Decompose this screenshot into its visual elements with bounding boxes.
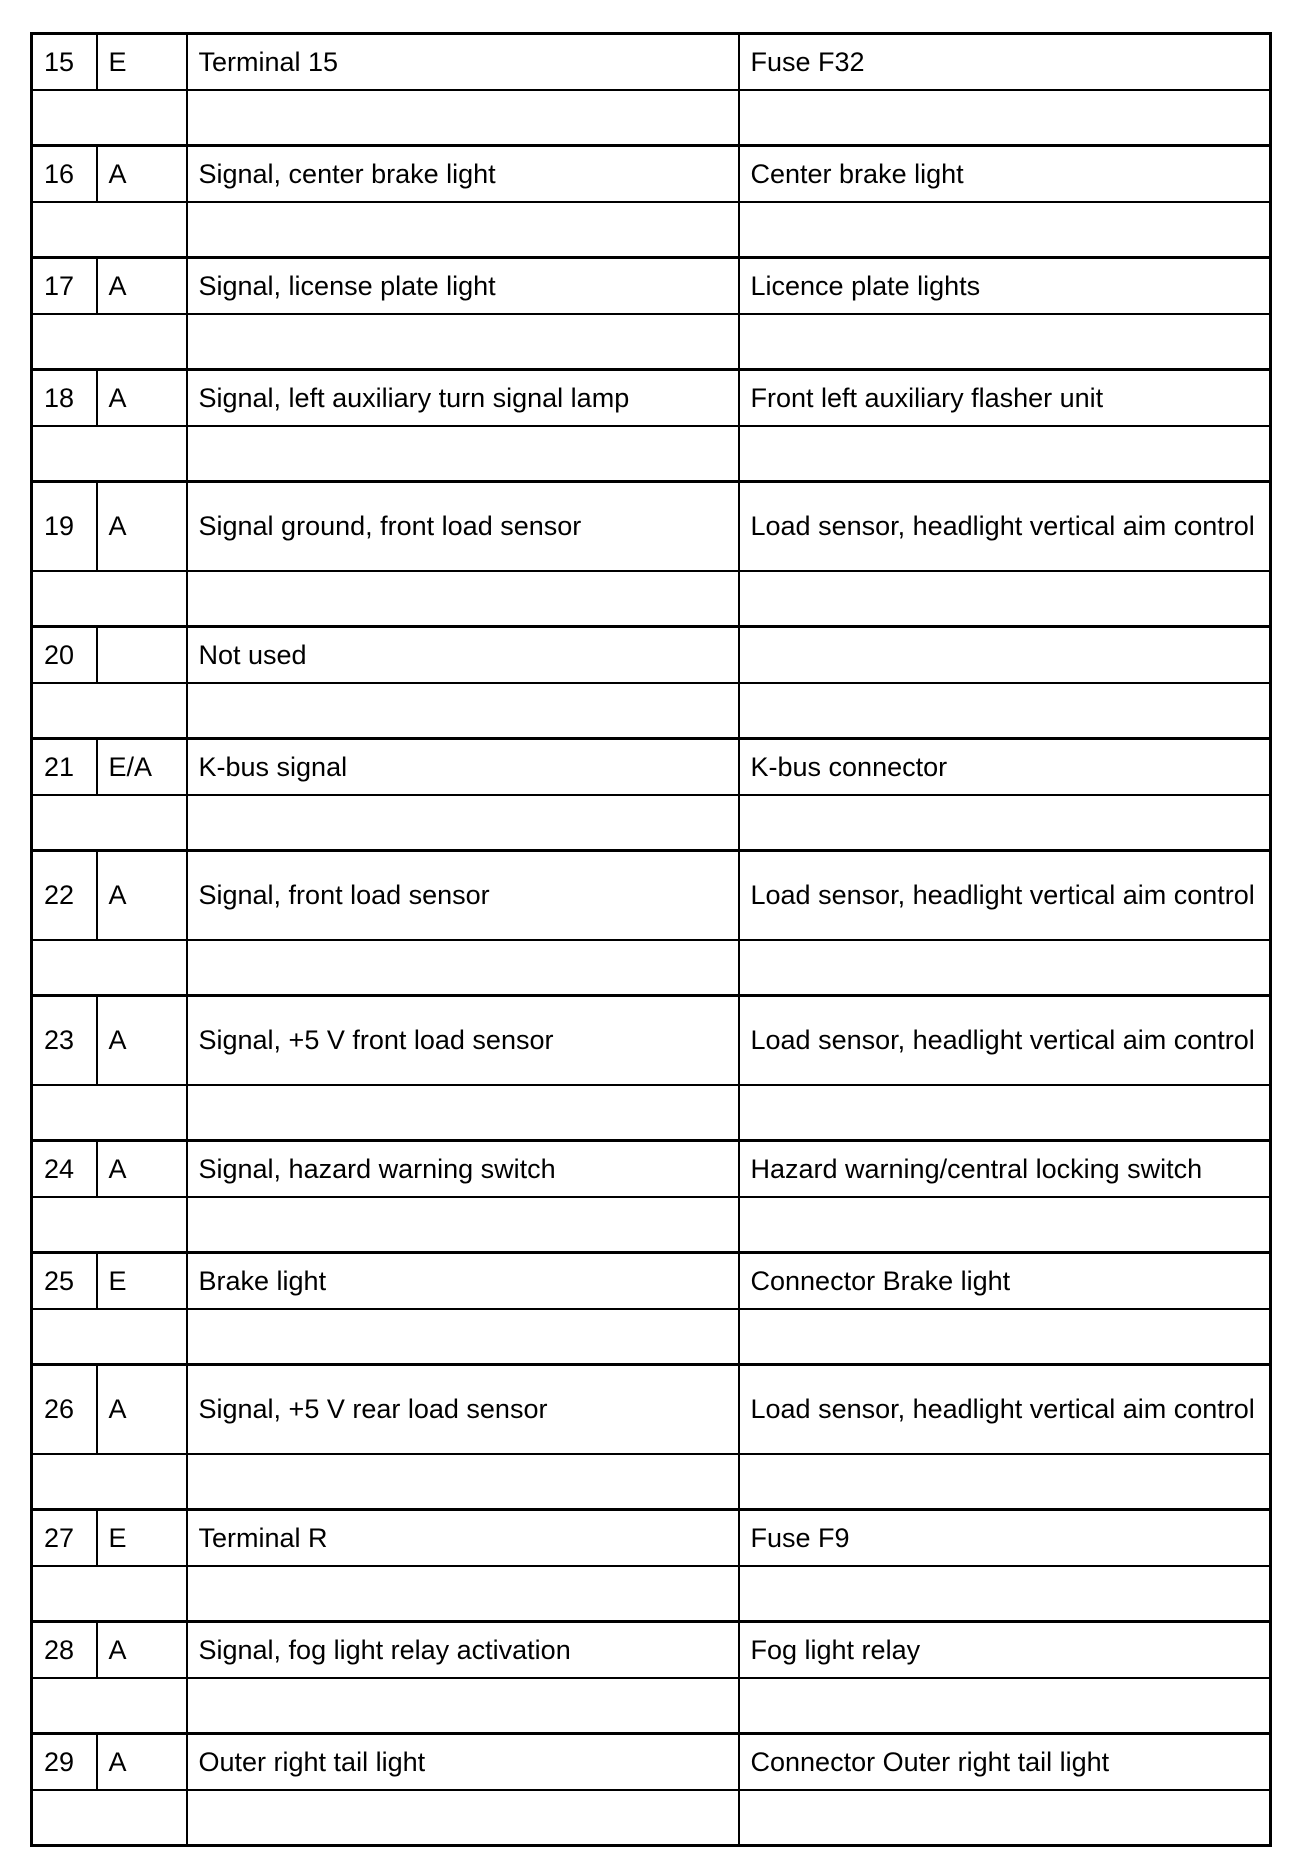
empty-cell	[739, 202, 1271, 258]
description-cell: Signal, center brake light	[187, 146, 739, 202]
connection-cell: Load sensor, headlight vertical aim control	[739, 851, 1271, 940]
table-row	[32, 996, 1271, 1085]
empty-cell	[97, 571, 187, 627]
direction-cell: A	[97, 370, 187, 426]
empty-cell	[739, 1309, 1271, 1365]
empty-cell	[97, 202, 187, 258]
spacer-row	[32, 1678, 1271, 1734]
empty-cell	[187, 683, 739, 739]
empty-cell	[32, 1566, 97, 1622]
empty-cell	[187, 1085, 739, 1141]
empty-cell	[97, 314, 187, 370]
pin-number-cell: 22	[32, 851, 97, 940]
description-cell: Terminal 15	[187, 34, 739, 90]
empty-cell	[739, 1454, 1271, 1510]
spacer-row	[32, 1309, 1271, 1365]
empty-cell	[187, 571, 739, 627]
table-row	[32, 34, 1271, 90]
connection-cell: Connector Brake light	[739, 1253, 1271, 1309]
direction-cell: A	[97, 1141, 187, 1197]
empty-cell	[187, 1678, 739, 1734]
empty-cell	[32, 795, 97, 851]
table-row	[32, 1141, 1271, 1197]
table-row	[32, 146, 1271, 202]
table-row	[32, 739, 1271, 795]
description-cell: Terminal R	[187, 1510, 739, 1566]
spacer-row	[32, 683, 1271, 739]
empty-cell	[32, 1790, 97, 1846]
pin-number-cell: 28	[32, 1622, 97, 1678]
description-cell: Signal ground, front load sensor	[187, 482, 739, 571]
empty-cell	[739, 1566, 1271, 1622]
spacer-row	[32, 314, 1271, 370]
table-row	[32, 1365, 1271, 1454]
pin-number-cell: 21	[32, 739, 97, 795]
connection-cell: Connector Outer right tail light	[739, 1734, 1271, 1790]
empty-cell	[97, 426, 187, 482]
empty-cell	[32, 1678, 97, 1734]
direction-cell: A	[97, 1734, 187, 1790]
empty-cell	[32, 683, 97, 739]
direction-cell: E	[97, 1253, 187, 1309]
connection-cell: Load sensor, headlight vertical aim control	[739, 1365, 1271, 1454]
pin-number-cell: 18	[32, 370, 97, 426]
empty-cell	[32, 940, 97, 996]
connection-cell	[739, 627, 1271, 683]
empty-cell	[97, 1085, 187, 1141]
table-row	[32, 482, 1271, 571]
direction-cell: E/A	[97, 739, 187, 795]
empty-cell	[739, 1197, 1271, 1253]
description-cell: Signal, fog light relay activation	[187, 1622, 739, 1678]
empty-cell	[32, 426, 97, 482]
description-cell: Signal, +5 V rear load sensor	[187, 1365, 739, 1454]
connection-cell: Front left auxiliary flasher unit	[739, 370, 1271, 426]
direction-cell: A	[97, 1622, 187, 1678]
connection-cell: Load sensor, headlight vertical aim control	[739, 996, 1271, 1085]
empty-cell	[739, 314, 1271, 370]
description-cell: Brake light	[187, 1253, 739, 1309]
empty-cell	[187, 90, 739, 146]
pin-number-cell: 16	[32, 146, 97, 202]
pin-number-cell: 25	[32, 1253, 97, 1309]
empty-cell	[187, 1454, 739, 1510]
empty-cell	[97, 1309, 187, 1365]
table-row	[32, 1622, 1271, 1678]
description-cell: Signal, license plate light	[187, 258, 739, 314]
pin-number-cell: 24	[32, 1141, 97, 1197]
empty-cell	[97, 795, 187, 851]
spacer-row	[32, 426, 1271, 482]
direction-cell: A	[97, 1365, 187, 1454]
direction-cell: E	[97, 34, 187, 90]
direction-cell	[97, 627, 187, 683]
pin-number-cell: 17	[32, 258, 97, 314]
spacer-row	[32, 90, 1271, 146]
spacer-row	[32, 795, 1271, 851]
connection-cell: K-bus connector	[739, 739, 1271, 795]
spacer-row	[32, 1454, 1271, 1510]
spacer-row	[32, 571, 1271, 627]
pin-table-body	[32, 34, 1271, 1846]
connection-cell: Load sensor, headlight vertical aim control	[739, 482, 1271, 571]
connection-cell: Licence plate lights	[739, 258, 1271, 314]
empty-cell	[97, 1454, 187, 1510]
spacer-row	[32, 1790, 1271, 1846]
empty-cell	[97, 1678, 187, 1734]
connection-cell: Fog light relay	[739, 1622, 1271, 1678]
table-row	[32, 1734, 1271, 1790]
empty-cell	[97, 940, 187, 996]
pin-assignment-table	[30, 32, 1272, 1847]
connection-cell: Center brake light	[739, 146, 1271, 202]
empty-cell	[32, 1309, 97, 1365]
empty-cell	[739, 940, 1271, 996]
table-row	[32, 851, 1271, 940]
empty-cell	[739, 571, 1271, 627]
description-cell: K-bus signal	[187, 739, 739, 795]
empty-cell	[97, 1790, 187, 1846]
pin-number-cell: 29	[32, 1734, 97, 1790]
empty-cell	[97, 683, 187, 739]
empty-cell	[739, 1085, 1271, 1141]
description-cell: Signal, +5 V front load sensor	[187, 996, 739, 1085]
empty-cell	[187, 1197, 739, 1253]
empty-cell	[739, 795, 1271, 851]
empty-cell	[187, 1790, 739, 1846]
description-cell: Outer right tail light	[187, 1734, 739, 1790]
empty-cell	[97, 1197, 187, 1253]
table-row	[32, 1253, 1271, 1309]
pin-number-cell: 23	[32, 996, 97, 1085]
spacer-row	[32, 1566, 1271, 1622]
empty-cell	[739, 426, 1271, 482]
empty-cell	[187, 426, 739, 482]
direction-cell: A	[97, 851, 187, 940]
empty-cell	[739, 683, 1271, 739]
table-row	[32, 627, 1271, 683]
empty-cell	[187, 1309, 739, 1365]
direction-cell: A	[97, 996, 187, 1085]
empty-cell	[32, 1454, 97, 1510]
empty-cell	[739, 1790, 1271, 1846]
connection-cell: Fuse F32	[739, 34, 1271, 90]
empty-cell	[739, 1678, 1271, 1734]
table-row	[32, 370, 1271, 426]
pin-number-cell: 15	[32, 34, 97, 90]
empty-cell	[187, 1566, 739, 1622]
description-cell: Not used	[187, 627, 739, 683]
description-cell: Signal, front load sensor	[187, 851, 739, 940]
connection-cell: Hazard warning/central locking switch	[739, 1141, 1271, 1197]
empty-cell	[32, 90, 97, 146]
empty-cell	[32, 571, 97, 627]
empty-cell	[32, 314, 97, 370]
empty-cell	[32, 202, 97, 258]
empty-cell	[739, 90, 1271, 146]
direction-cell: E	[97, 1510, 187, 1566]
direction-cell: A	[97, 146, 187, 202]
pin-number-cell: 27	[32, 1510, 97, 1566]
direction-cell: A	[97, 258, 187, 314]
empty-cell	[187, 940, 739, 996]
spacer-row	[32, 1197, 1271, 1253]
pin-number-cell: 20	[32, 627, 97, 683]
empty-cell	[32, 1197, 97, 1253]
spacer-row	[32, 1085, 1271, 1141]
empty-cell	[187, 202, 739, 258]
description-cell: Signal, hazard warning switch	[187, 1141, 739, 1197]
table-row	[32, 1510, 1271, 1566]
empty-cell	[187, 314, 739, 370]
description-cell: Signal, left auxiliary turn signal lamp	[187, 370, 739, 426]
empty-cell	[97, 90, 187, 146]
spacer-row	[32, 202, 1271, 258]
table-row	[32, 258, 1271, 314]
connection-cell: Fuse F9	[739, 1510, 1271, 1566]
pin-number-cell: 26	[32, 1365, 97, 1454]
pin-number-cell: 19	[32, 482, 97, 571]
direction-cell: A	[97, 482, 187, 571]
spacer-row	[32, 940, 1271, 996]
empty-cell	[187, 795, 739, 851]
empty-cell	[32, 1085, 97, 1141]
empty-cell	[97, 1566, 187, 1622]
